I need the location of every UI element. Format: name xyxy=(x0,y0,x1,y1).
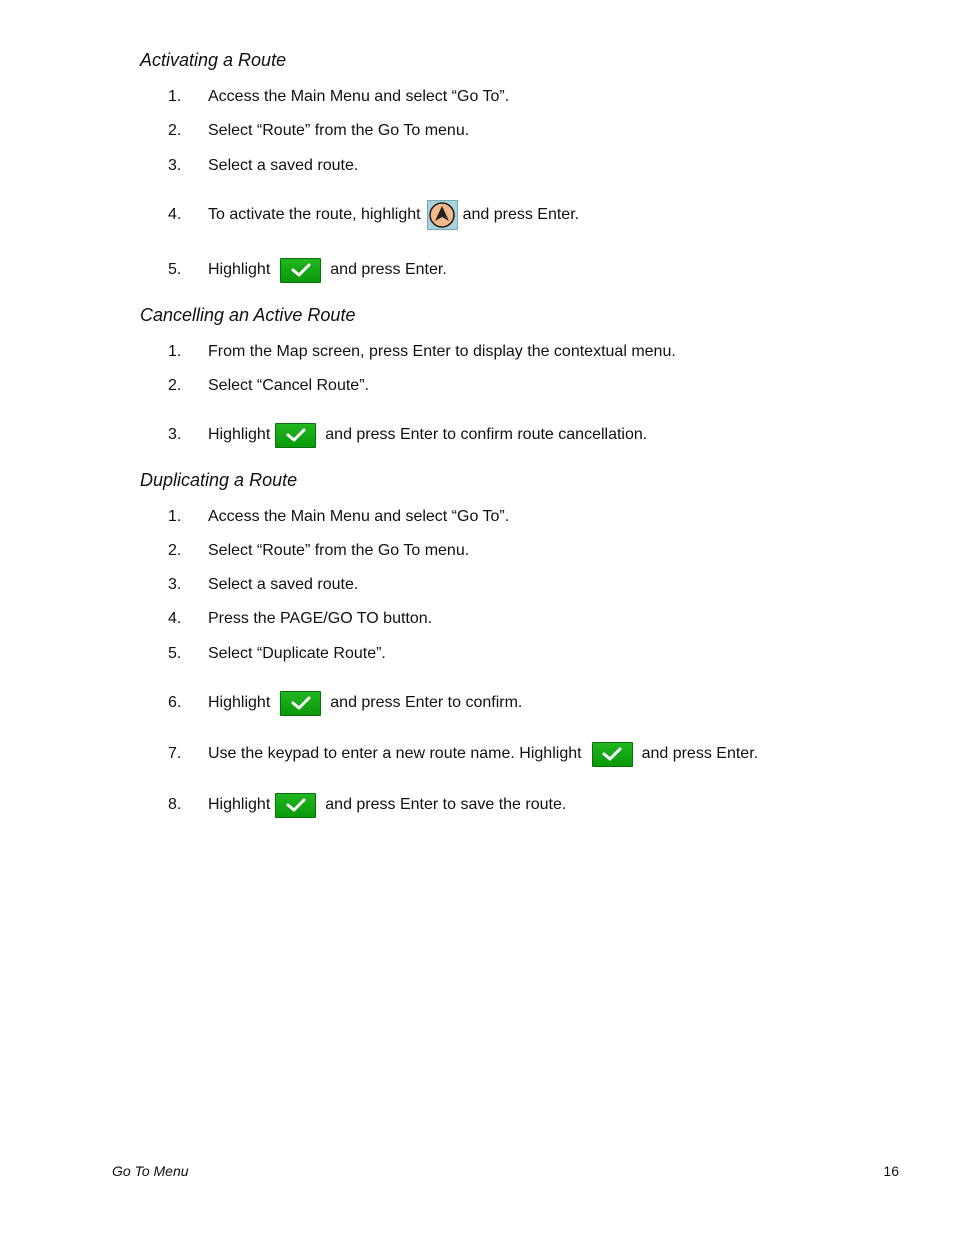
footer-section-name: Go To Menu xyxy=(112,1163,189,1179)
step-number: 2. xyxy=(168,542,182,559)
step-number: 3. xyxy=(168,157,182,174)
step-text-after: and press Enter to save the route. xyxy=(325,796,567,813)
step-text-before: Highlight xyxy=(208,426,271,443)
green-checkmark-button-icon xyxy=(275,423,316,448)
step-text xyxy=(208,793,566,818)
step-number: 8. xyxy=(168,796,182,813)
section-heading-duplicating: Duplicating a Route xyxy=(140,470,298,490)
section-heading-cancelling: Cancelling an Active Route xyxy=(140,305,356,325)
step-text: Select a saved route. xyxy=(208,576,359,593)
step-text-before: Highlight xyxy=(208,261,271,278)
step-number: 4. xyxy=(168,206,182,223)
step-text-before: Highlight xyxy=(208,796,271,813)
green-checkmark-button-icon xyxy=(592,742,633,767)
step-text: Press the PAGE/GO TO button. xyxy=(208,610,433,627)
step-number: 5. xyxy=(168,645,182,662)
green-checkmark-button-icon xyxy=(280,691,321,716)
step-number: 3. xyxy=(168,576,182,593)
step-text: Access the Main Menu and select “Go To”. xyxy=(208,88,510,105)
step-text xyxy=(208,691,522,716)
step-number: 1. xyxy=(168,343,182,360)
step-number: 6. xyxy=(168,694,182,711)
step-number: 3. xyxy=(168,426,182,443)
step-text-before: To activate the route, highlight xyxy=(208,206,421,223)
step-text: From the Map screen, press Enter to display the contextual menu. xyxy=(208,343,676,360)
step-number: 2. xyxy=(168,122,182,139)
step-text: Select “Route” from the Go To menu. xyxy=(208,542,470,559)
step-text-after: and press Enter. xyxy=(641,745,759,762)
step-text xyxy=(208,423,647,448)
step-number: 1. xyxy=(168,88,182,105)
page-number: 16 xyxy=(883,1163,899,1179)
step-number: 4. xyxy=(168,610,182,627)
step-text-before: Highlight xyxy=(208,694,271,711)
step-number: 1. xyxy=(168,508,182,525)
step-text xyxy=(208,258,447,283)
step-text xyxy=(208,742,758,767)
step-text: Access the Main Menu and select “Go To”. xyxy=(208,508,510,525)
step-text: Select “Route” from the Go To menu. xyxy=(208,122,470,139)
step-text xyxy=(208,200,579,230)
step-text-after: and press Enter to confirm route cancellation. xyxy=(325,426,648,443)
green-checkmark-button-icon xyxy=(275,793,316,818)
green-checkmark-button-icon xyxy=(280,258,321,283)
step-number: 2. xyxy=(168,377,182,394)
step-number: 7. xyxy=(168,745,182,762)
step-text: Select a saved route. xyxy=(208,157,359,174)
route-activate-icon xyxy=(427,200,458,230)
section-heading-activating: Activating a Route xyxy=(140,50,287,70)
step-text: Select “Duplicate Route”. xyxy=(208,645,386,662)
step-text: Select “Cancel Route”. xyxy=(208,377,369,394)
step-text-before: Use the keypad to enter a new route name. Highlight xyxy=(208,745,582,762)
step-text-after: and press Enter. xyxy=(330,261,447,278)
step-text-after: and press Enter. xyxy=(462,206,580,223)
step-number: 5. xyxy=(168,261,182,278)
step-text-after: and press Enter to confirm. xyxy=(330,694,523,711)
